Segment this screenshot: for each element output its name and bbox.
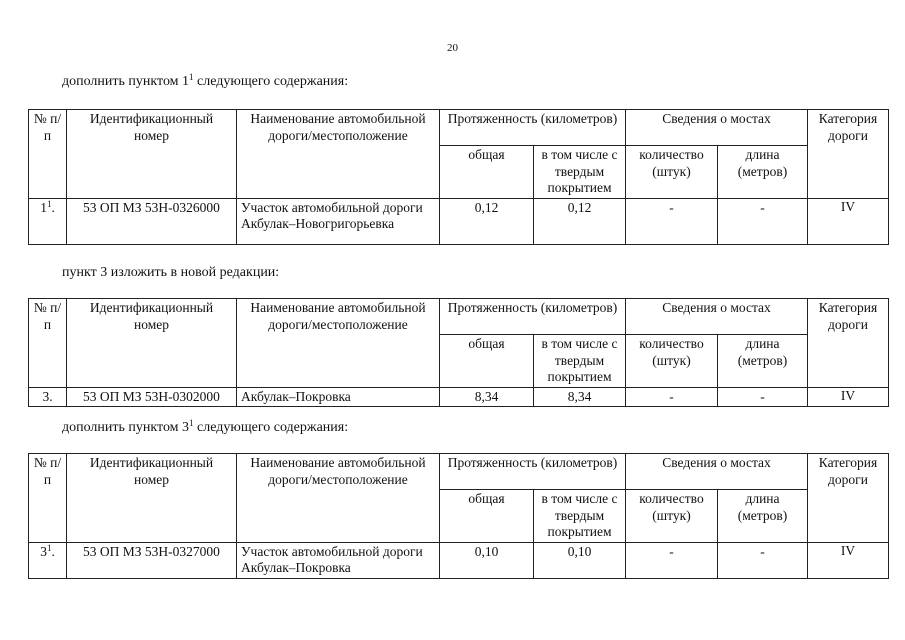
header-length: Протяженность (километров): [440, 110, 626, 146]
header-length-hard: в том числе с твердым покрытием: [534, 335, 626, 388]
header-category: Категория дороги: [808, 110, 889, 199]
road-table: [28, 109, 889, 245]
section-intro: дополнить пунктом $3^1$ следующего содержания:: [62, 418, 349, 435]
row-bridge-length: -: [718, 542, 808, 578]
row-bridge-length: -: [718, 198, 808, 244]
superscript: 1: [46, 198, 52, 209]
row-length-hard: 0,12: [534, 198, 626, 244]
superscript: 1: [189, 72, 194, 82]
row-name: Участок автомобильной дороги Акбулак–Новогригорьевка: [237, 198, 440, 244]
row-bridge-count: -: [626, 198, 718, 244]
header-bridge-count: количество (штук): [626, 146, 718, 199]
header-id: Идентификационный номер: [67, 110, 237, 199]
header-num: № п/п: [29, 299, 67, 388]
row-length-hard: 0,10: [534, 542, 626, 578]
header-length-hard: в том числе с твердым покрытием: [534, 146, 626, 199]
header-num: № п/п: [29, 110, 67, 199]
header-bridges: Сведения о мостах: [626, 454, 808, 490]
header-length: Протяженность (километров): [440, 454, 626, 490]
row-bridge-length: -: [718, 387, 808, 407]
header-length-total: общая: [440, 335, 534, 388]
header-bridges: Сведения о мостах: [626, 299, 808, 335]
row-length-total: 0,12: [440, 198, 534, 244]
row-num: $3^1$.: [29, 542, 67, 578]
header-name: Наименование автомобильной дороги/местоположение: [237, 454, 440, 543]
header-num: № п/п: [29, 454, 67, 543]
header-category: Категория дороги: [808, 454, 889, 543]
header-name: Наименование автомобильной дороги/местоположение: [237, 110, 440, 199]
road-table: [28, 298, 889, 407]
row-bridge-count: -: [626, 387, 718, 407]
table-row: [29, 542, 889, 578]
table-row: [29, 387, 889, 407]
header-length: Протяженность (километров): [440, 299, 626, 335]
row-id: 53 ОП МЗ 53Н-0302000: [67, 387, 237, 407]
superscript: 1: [46, 542, 52, 553]
row-name: Участок автомобильной дороги Акбулак–Покровка: [237, 542, 440, 578]
header-bridge-count: количество (штук): [626, 335, 718, 388]
header-length-total: общая: [440, 146, 534, 199]
row-num: $1^1$.: [29, 198, 67, 244]
road-table: [28, 453, 889, 579]
superscript: 1: [189, 418, 194, 428]
row-category: IV: [808, 387, 889, 407]
page-number: 20: [447, 42, 458, 54]
row-bridge-count: -: [626, 542, 718, 578]
header-bridge-length: длина (метров): [718, 146, 808, 199]
header-length-hard: в том числе с твердым покрытием: [534, 490, 626, 543]
section-intro: пункт 3 изложить в новой редакции:: [62, 265, 280, 280]
row-id: 53 ОП МЗ 53Н-0326000: [67, 198, 237, 244]
header-bridge-length: длина (метров): [718, 490, 808, 543]
row-category: IV: [808, 198, 889, 244]
row-length-total: 0,10: [440, 542, 534, 578]
header-category: Категория дороги: [808, 299, 889, 388]
row-id: 53 ОП МЗ 53Н-0327000: [67, 542, 237, 578]
row-name: Акбулак–Покровка: [237, 387, 440, 407]
row-length-hard: 8,34: [534, 387, 626, 407]
row-category: IV: [808, 542, 889, 578]
header-length-total: общая: [440, 490, 534, 543]
header-bridge-length: длина (метров): [718, 335, 808, 388]
header-bridges: Сведения о мостах: [626, 110, 808, 146]
header-name: Наименование автомобильной дороги/местоположение: [237, 299, 440, 388]
header-bridge-count: количество (штук): [626, 490, 718, 543]
header-id: Идентификационный номер: [67, 454, 237, 543]
header-id: Идентификационный номер: [67, 299, 237, 388]
row-length-total: 8,34: [440, 387, 534, 407]
table-row: [29, 198, 889, 244]
row-num: 3.: [29, 387, 67, 407]
section-intro: дополнить пунктом $1^1$ следующего содержания:: [62, 72, 349, 89]
